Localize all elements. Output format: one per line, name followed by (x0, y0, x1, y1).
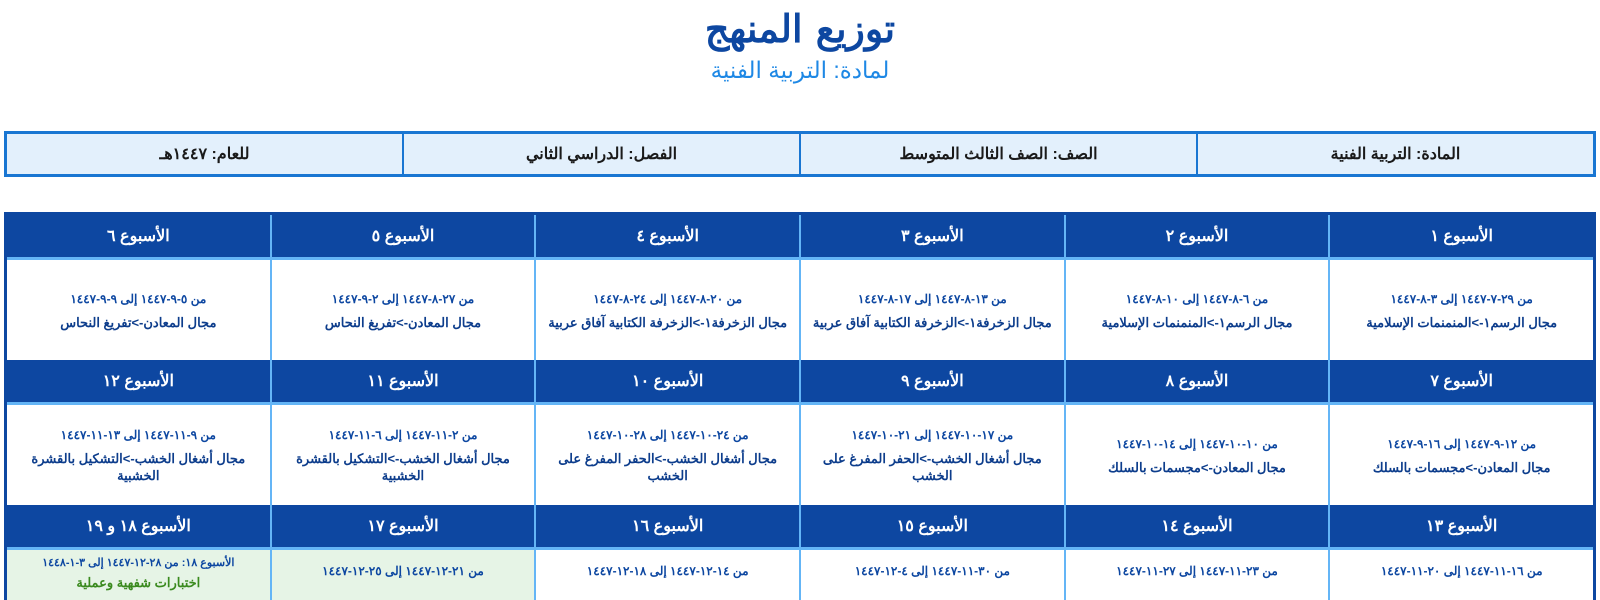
week-cell (799, 405, 1064, 505)
week-header: الأسبوع ٧ (1328, 360, 1593, 402)
week-header: الأسبوع ٦ (106, 228, 170, 245)
exam-topic: اختبارات شفهية وعملية (76, 575, 201, 590)
week-cell (799, 260, 1064, 360)
week-topic: مجال الرسم١->المنمنمات الإسلامية (1101, 314, 1293, 330)
week-topic: مجال أشغال الخشب->الحفر المفرغ على الخشب (558, 451, 778, 483)
week-content-row (7, 550, 1593, 600)
info-subject: المادة: التربية الفنية (1196, 134, 1593, 174)
week-cell (534, 550, 799, 600)
week-content-row (7, 260, 1593, 360)
week-dates: من ٢٣-١١-١٤٤٧ إلى ٢٧-١١-١٤٤٧ (1116, 564, 1278, 578)
week-header: الأسبوع ١٥ (799, 505, 1064, 547)
week-dates: الأسبوع ١٨: من ٢٨-١٢-١٤٤٧ إلى ٣-١-١٤٤٨ (42, 557, 235, 569)
week-cell (1328, 405, 1593, 505)
week-header: الأسبوع ٨ (1064, 360, 1329, 402)
week-topic: مجال أشغال الخشب->التشكيل بالقشرة الخشبية (31, 451, 246, 483)
page-subtitle: لمادة: التربية الفنية (710, 57, 890, 83)
week-cell (1064, 550, 1329, 600)
week-header: الأسبوع ١٣ (1328, 505, 1593, 547)
week-dates: من ٢٧-٨-١٤٤٧ إلى ٢-٩-١٤٤٧ (331, 291, 475, 306)
week-dates: من ٦-٨-١٤٤٧ إلى ١٠-٨-١٤٤٧ (1125, 291, 1269, 306)
week-dates: من ٢٠-٨-١٤٤٧ إلى ٢٤-٨-١٤٤٧ (593, 291, 743, 306)
week-dates: من ٣٠-١١-١٤٤٧ إلى ٤-١٢-١٤٤٧ (854, 564, 1010, 578)
week-dates: من ١٦-١١-١٤٤٧ إلى ٢٠-١١-١٤٤٧ (1380, 564, 1543, 578)
week-topic: مجال المعادن->تفريغ النحاس (60, 314, 217, 330)
week-topic: مجال أشغال الخشب->الحفر المفرغ على الخشب (822, 451, 1042, 483)
week-cell (534, 260, 799, 360)
week-cell (1064, 405, 1329, 505)
week-header-row (7, 215, 1593, 260)
week-header: الأسبوع ١٦ (534, 505, 799, 547)
week-cell (799, 550, 1064, 600)
info-year: للعام: ١٤٤٧هـ (159, 146, 250, 163)
week-header: الأسبوع ٢ (1064, 215, 1329, 257)
week-header-row (7, 505, 1593, 550)
weekly-schedule-table (4, 212, 1596, 600)
week-dates: من ١٢-٩-١٤٤٧ إلى ١٦-٩-١٤٤٧ (1387, 436, 1537, 451)
week-cell (270, 405, 535, 505)
week-dates: من ٢١-١٢-١٤٤٧ إلى ٢٥-١٢-١٤٤٧ (322, 564, 484, 578)
week-header-row (7, 360, 1593, 405)
week-header: الأسبوع ١٢ (102, 373, 174, 390)
week-dates: من ٢-١١-١٤٤٧ إلى ٦-١١-١٤٤٧ (328, 428, 478, 442)
page-header (0, 0, 1600, 84)
week-topic: مجال الزخرفة١->الزخرفة الكتابية آفاق عربية (548, 314, 788, 330)
week-cell (1328, 260, 1593, 360)
info-semester: الفصل: الدراسي الثاني (402, 134, 799, 174)
week-header: الأسبوع ١٠ (534, 360, 799, 402)
info-grade: الصف: الصف الثالث المتوسط (799, 134, 1196, 174)
week-cell (534, 405, 799, 505)
week-dates: من ١٤-١٢-١٤٤٧ إلى ١٨-١٢-١٤٤٧ (586, 564, 749, 578)
week-header: الأسبوع ٣ (799, 215, 1064, 257)
week-header: الأسبوع ٤ (534, 215, 799, 257)
week-topic: مجال المعادن->مجسمات بالسلك (1372, 459, 1551, 475)
week-header: الأسبوع ١٨ و ١٩ (85, 518, 191, 535)
week-dates: من ١٣-٨-١٤٤٧ إلى ١٧-٨-١٤٤٧ (857, 291, 1007, 306)
week-topic: مجال الزخرفة١->الزخرفة الكتابية آفاق عربية (812, 314, 1052, 330)
week-dates: من ٩-١١-١٤٤٧ إلى ١٣-١١-١٤٤٧ (60, 428, 216, 442)
week-topic: مجال أشغال الخشب->التشكيل بالقشرة الخشبية (296, 451, 510, 483)
week-cell (270, 550, 535, 600)
week-dates: من ١٧-١٠-١٤٤٧ إلى ٢١-١٠-١٤٤٧ (851, 428, 1014, 442)
week-cell (7, 260, 270, 360)
week-header: الأسبوع ١٤ (1064, 505, 1329, 547)
exam-week-cell (7, 550, 270, 600)
week-cell (7, 405, 270, 505)
week-header: الأسبوع ٩ (799, 360, 1064, 402)
week-cell (1064, 260, 1329, 360)
week-topic: مجال المعادن->مجسمات بالسلك (1108, 459, 1286, 475)
week-dates: من ٢٩-٧-١٤٤٧ إلى ٣-٨-١٤٤٧ (1390, 291, 1533, 306)
week-dates: من ١٠-١٠-١٤٤٧ إلى ١٤-١٠-١٤٤٧ (1116, 436, 1278, 451)
week-header: الأسبوع ١ (1328, 215, 1593, 257)
week-cell (270, 260, 535, 360)
week-topic: مجال المعادن->تفريغ النحاس (324, 314, 482, 330)
week-dates: من ٢٤-١٠-١٤٤٧ إلى ٢٨-١٠-١٤٤٧ (586, 428, 749, 442)
week-cell (1328, 550, 1593, 600)
week-header: الأسبوع ٥ (270, 215, 535, 257)
week-header: الأسبوع ١١ (270, 360, 535, 402)
week-content-row (7, 405, 1593, 505)
info-bar (4, 131, 1596, 177)
page-title: توزيع المنهج (704, 6, 896, 51)
week-header: الأسبوع ١٧ (270, 505, 535, 547)
week-dates: من ٥-٩-١٤٤٧ إلى ٩-٩-١٤٤٧ (70, 291, 207, 306)
week-topic: مجال الرسم١->المنمنمات الإسلامية (1366, 314, 1558, 330)
